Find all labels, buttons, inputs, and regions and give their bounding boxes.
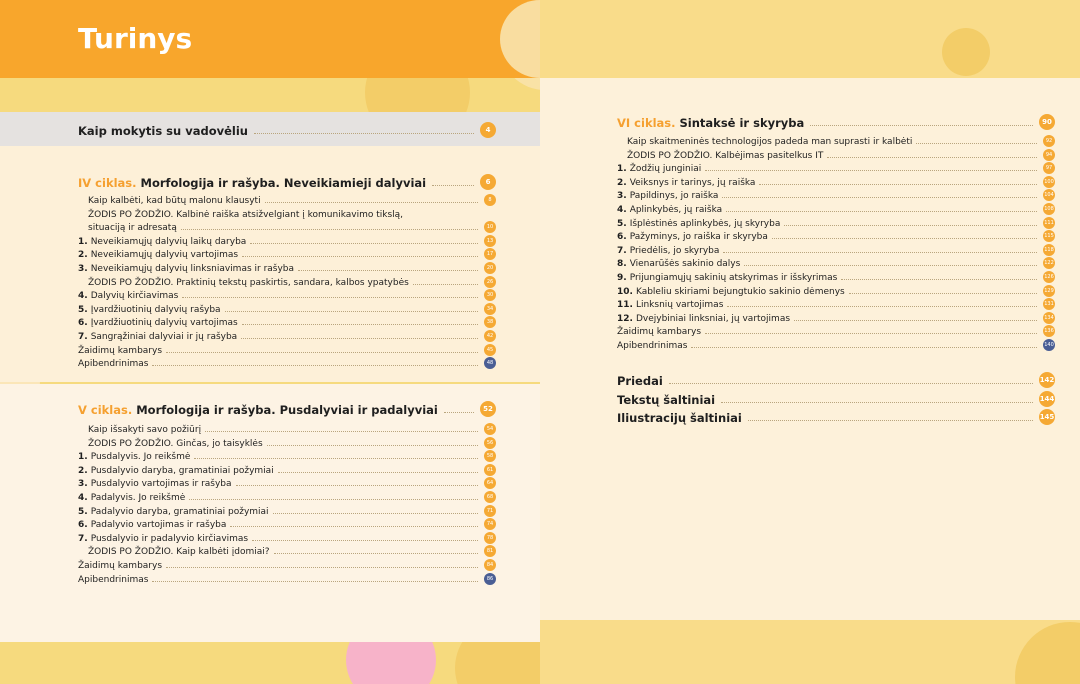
page-badge: 144	[1039, 391, 1055, 407]
entry-label: Įvardžiuotinių dalyvių rašyba	[90, 304, 221, 315]
page-badge: 84	[484, 559, 496, 571]
page-badge: 122	[1043, 257, 1055, 269]
page-badge: 126	[1043, 271, 1055, 283]
toc-entry[interactable]	[617, 216, 1055, 229]
entry-label: Priedai	[617, 374, 663, 388]
cycle-label: VI ciklas.	[617, 116, 676, 130]
entry-label: Aplinkybės, jų raiška	[629, 205, 723, 215]
entry-label: Padalyvis. Jo reikšmė	[90, 493, 186, 503]
page-badge: 74	[484, 518, 496, 530]
page-badge: 26	[484, 276, 496, 288]
entry-label: Neveikiamųjų dalyvių vartojimas	[90, 250, 239, 261]
entry-number: 7.	[78, 533, 88, 544]
entry-label: ŽODIS PO ŽODŽIO. Ginčas, jo taisyklės	[88, 438, 263, 449]
entry-label: Įvardžiuotinių dalyvių vartojimas	[90, 318, 238, 329]
toc-entry[interactable]	[617, 311, 1055, 324]
page-badge: 20	[484, 262, 496, 274]
entry-label: Pusdalyvio ir padalyvio kirčiavimas	[90, 533, 249, 544]
toc-entry[interactable]	[78, 207, 496, 220]
entry-label: Pusdalyvio daryba, gramatiniai požymiai	[90, 465, 274, 476]
page-badge: 71	[484, 505, 496, 517]
entry-label: Kaip skaitmeninės technologijos padeda man suprasti ir kalbėti	[627, 137, 913, 147]
entry-label: ŽODIS PO ŽODŽIO. Kaip kalbėti įdomiai?	[88, 547, 270, 558]
entry-label: Kaip išsakyti savo požiūrį	[88, 425, 202, 435]
entry-number: 4.	[617, 205, 627, 215]
toc-entry[interactable]	[78, 504, 496, 517]
entry-label: Apibendrinimas	[617, 341, 688, 351]
toc-entry[interactable]	[617, 202, 1055, 215]
toc-entry[interactable]	[78, 422, 496, 435]
page-badge: 61	[484, 464, 496, 476]
toc-entry[interactable]	[78, 234, 496, 247]
page-badge: 97	[1043, 162, 1055, 174]
entry-label: situaciją ir adresatą	[88, 223, 177, 234]
toc-entry[interactable]	[78, 329, 496, 342]
page-badge: 78	[484, 532, 496, 544]
section-title: Morfologija ir rašyba. Neveikiamieji dalyviai	[140, 176, 427, 190]
entry-label: Neveikiamųjų dalyvių linksniavimas ir rašyba	[90, 264, 295, 274]
entry-number: 5.	[78, 304, 88, 315]
entry-label: Iliustracijų šaltiniai	[617, 411, 742, 425]
toc-entry-intro[interactable]	[78, 122, 496, 138]
toc-entry[interactable]	[617, 270, 1055, 283]
entry-number: 8.	[617, 259, 627, 270]
page-badge: 100	[1043, 176, 1055, 188]
toc-entry[interactable]	[78, 436, 496, 449]
entry-label: Pažyminys, jo raiška ir skyryba	[629, 232, 768, 243]
entry-number: 7.	[78, 332, 88, 342]
appendix-entry[interactable]	[617, 409, 1055, 425]
entry-label: ŽODIS PO ŽODŽIO. Kalbinė raiška atsižvelgiant į komunikavimo tikslą,	[88, 209, 404, 220]
entry-number: 6.	[617, 232, 627, 243]
toc-entry[interactable]	[78, 572, 496, 585]
section-vi-heading[interactable]	[617, 114, 1055, 130]
entry-label: ŽODIS PO ŽODŽIO. Kalbėjimas pasitelkus IT	[627, 150, 824, 161]
toc-entry[interactable]	[78, 302, 496, 315]
cycle-label: IV ciklas.	[78, 176, 137, 190]
entry-label: ŽODIS PO ŽODŽIO. Praktinių tekstų paskirtis, sandara, kalbos ypatybės	[88, 277, 409, 288]
entry-label: Kaip kalbėti, kad būtų malonu klausyti	[88, 196, 261, 206]
page-badge: 118	[1043, 244, 1055, 256]
entry-number: 1.	[617, 164, 627, 175]
toc-entry[interactable]	[617, 229, 1055, 242]
entry-number: 11.	[617, 300, 633, 311]
page-badge: 17	[484, 248, 496, 260]
entry-label: Dvejybiniai linksniai, jų vartojimas	[635, 313, 791, 324]
toc-entry[interactable]	[78, 531, 496, 544]
page-badge: 111	[1043, 217, 1055, 229]
page-badge: 92	[1043, 135, 1055, 147]
entry-number: 3.	[617, 191, 627, 202]
right-page	[540, 0, 1080, 684]
toc-entry[interactable]	[617, 284, 1055, 297]
toc-entry[interactable]	[78, 315, 496, 328]
entry-number: 1.	[78, 236, 88, 247]
page-badge: 48	[484, 357, 496, 369]
toc-entry[interactable]	[78, 476, 496, 489]
page-badge: 68	[484, 491, 496, 503]
page-badge: 131	[1043, 298, 1055, 310]
entry-number: 3.	[78, 479, 88, 490]
entry-number: 4.	[78, 493, 88, 503]
page-badge: 136	[1043, 325, 1055, 337]
toc-entry[interactable]	[78, 247, 496, 260]
entry-number: 2.	[78, 465, 88, 476]
entry-label: Neveikiamųjų dalyvių laikų daryba	[90, 236, 247, 247]
toc-entry[interactable]	[78, 275, 496, 288]
entry-label: Apibendrinimas	[78, 359, 149, 370]
page-badge: 38	[484, 316, 496, 328]
page-badge: 42	[484, 330, 496, 342]
entry-label: Padalyvio daryba, gramatiniai požymiai	[90, 506, 269, 517]
appendix-entry[interactable]	[617, 391, 1055, 407]
page-badge: 129	[1043, 285, 1055, 297]
entry-label: Išplėstinės aplinkybės, jų skyryba	[629, 218, 781, 229]
toc-entry[interactable]	[617, 175, 1055, 188]
entry-label: Veiksnys ir tarinys, jų raiška	[629, 177, 756, 188]
toc-entry[interactable]	[617, 188, 1055, 201]
toc-entry[interactable]	[617, 243, 1055, 256]
entry-label: Žaidimų kambarys	[617, 327, 702, 338]
entry-label: Žaidimų kambarys	[78, 345, 163, 356]
entry-number: 7.	[617, 245, 627, 256]
page-badge: 56	[484, 437, 496, 449]
entry-label: Tekstų šaltiniai	[617, 392, 716, 407]
toc-entry[interactable]	[78, 288, 496, 301]
entry-number: 2.	[78, 250, 88, 261]
toc-entry[interactable]	[617, 256, 1055, 269]
entry-number: 5.	[78, 506, 88, 517]
entry-label: Dalyvių kirčiavimas	[90, 291, 179, 302]
page-badge: 10	[484, 221, 496, 233]
page-badge: 4	[480, 122, 496, 138]
toc-entry[interactable]	[78, 558, 496, 571]
page-badge: 52	[480, 401, 496, 417]
entry-label: Pusdalyvio vartojimas ir rašyba	[90, 479, 232, 490]
toc-entry[interactable]	[617, 324, 1055, 337]
page-title: Turinys	[78, 22, 193, 55]
section-iv-heading[interactable]	[78, 174, 496, 190]
page-badge: 58	[484, 450, 496, 462]
entry-number: 6.	[78, 318, 88, 329]
entry-number: 2.	[617, 177, 627, 188]
entry-label: Priedėlis, jo skyryba	[629, 245, 720, 256]
page-badge: 64	[484, 477, 496, 489]
page-badge: 34	[484, 303, 496, 315]
entry-number: 1.	[78, 452, 88, 463]
entry-number: 4.	[78, 291, 88, 302]
toc-entry[interactable]	[617, 134, 1055, 147]
toc-entry[interactable]	[78, 463, 496, 476]
page-badge: 115	[1043, 230, 1055, 242]
decor-circle	[942, 28, 990, 76]
page-badge: 13	[484, 235, 496, 247]
toc-entry[interactable]	[78, 449, 496, 462]
entry-label: Linksnių vartojimas	[635, 300, 724, 311]
page-badge: 140	[1043, 339, 1055, 351]
section-title: Morfologija ir rašyba. Pusdalyviai ir padalyviai	[136, 403, 438, 417]
page-badge: 145	[1039, 409, 1055, 425]
toc-entry[interactable]	[78, 517, 496, 530]
toc-entry[interactable]	[78, 356, 496, 369]
toc-entry[interactable]	[78, 343, 496, 356]
page-badge: 8	[484, 194, 496, 206]
section-title: Sintaksė ir skyryba	[679, 116, 805, 130]
toc-entry[interactable]	[617, 297, 1055, 310]
appendix-entry[interactable]	[617, 372, 1055, 388]
toc-entry[interactable]	[617, 338, 1055, 351]
page-badge: 104	[1043, 189, 1055, 201]
entry-label: Sangrąžiniai dalyviai ir jų rašyba	[90, 332, 238, 342]
toc-entry[interactable]	[78, 490, 496, 503]
page-badge: 90	[1039, 114, 1055, 130]
cycle-label: V ciklas.	[78, 403, 133, 417]
entry-number: 5.	[617, 218, 627, 229]
decor-circle	[1015, 622, 1080, 684]
toc-entry[interactable]	[78, 261, 496, 274]
page-badge: 134	[1043, 312, 1055, 324]
entry-label: Padalyvio vartojimas ir rašyba	[90, 520, 227, 531]
entry-number: 9.	[617, 273, 627, 283]
entry-label: Vienarūšės sakinio dalys	[629, 259, 741, 270]
section-v-heading[interactable]	[78, 401, 496, 417]
page-badge: 81	[484, 545, 496, 557]
entry-label: Papildinys, jo raiška	[629, 191, 719, 202]
toc-entry[interactable]	[78, 544, 496, 557]
page-badge: 142	[1039, 372, 1055, 388]
entry-label: Prijungiamųjų sakinių atskyrimas ir išskyrimas	[629, 273, 838, 283]
entry-number: 6.	[78, 520, 88, 531]
entry-label: Kaip mokytis su vadovėliu	[78, 124, 248, 138]
toc-entry[interactable]	[78, 220, 496, 233]
page-badge: 108	[1043, 203, 1055, 215]
entry-label: Kableliu skiriami bejungtukio sakinio dėmenys	[635, 286, 845, 297]
page-badge: 94	[1043, 149, 1055, 161]
entry-label: Apibendrinimas	[78, 574, 149, 585]
entry-number: 12.	[617, 313, 633, 324]
toc-entry[interactable]	[617, 148, 1055, 161]
entry-label: Žaidimų kambarys	[78, 561, 163, 571]
entry-number: 3.	[78, 264, 88, 274]
page-badge: 6	[480, 174, 496, 190]
toc-entry[interactable]	[617, 161, 1055, 174]
decor-circle	[500, 0, 540, 78]
page-badge: 86	[484, 573, 496, 585]
page-badge: 45	[484, 344, 496, 356]
entry-number: 10.	[617, 286, 633, 297]
page-badge: 30	[484, 289, 496, 301]
entry-label: Žodžių junginiai	[629, 164, 702, 175]
entry-label: Pusdalyvis. Jo reikšmė	[90, 452, 191, 463]
page-badge: 54	[484, 423, 496, 435]
toc-entry[interactable]	[78, 193, 496, 206]
